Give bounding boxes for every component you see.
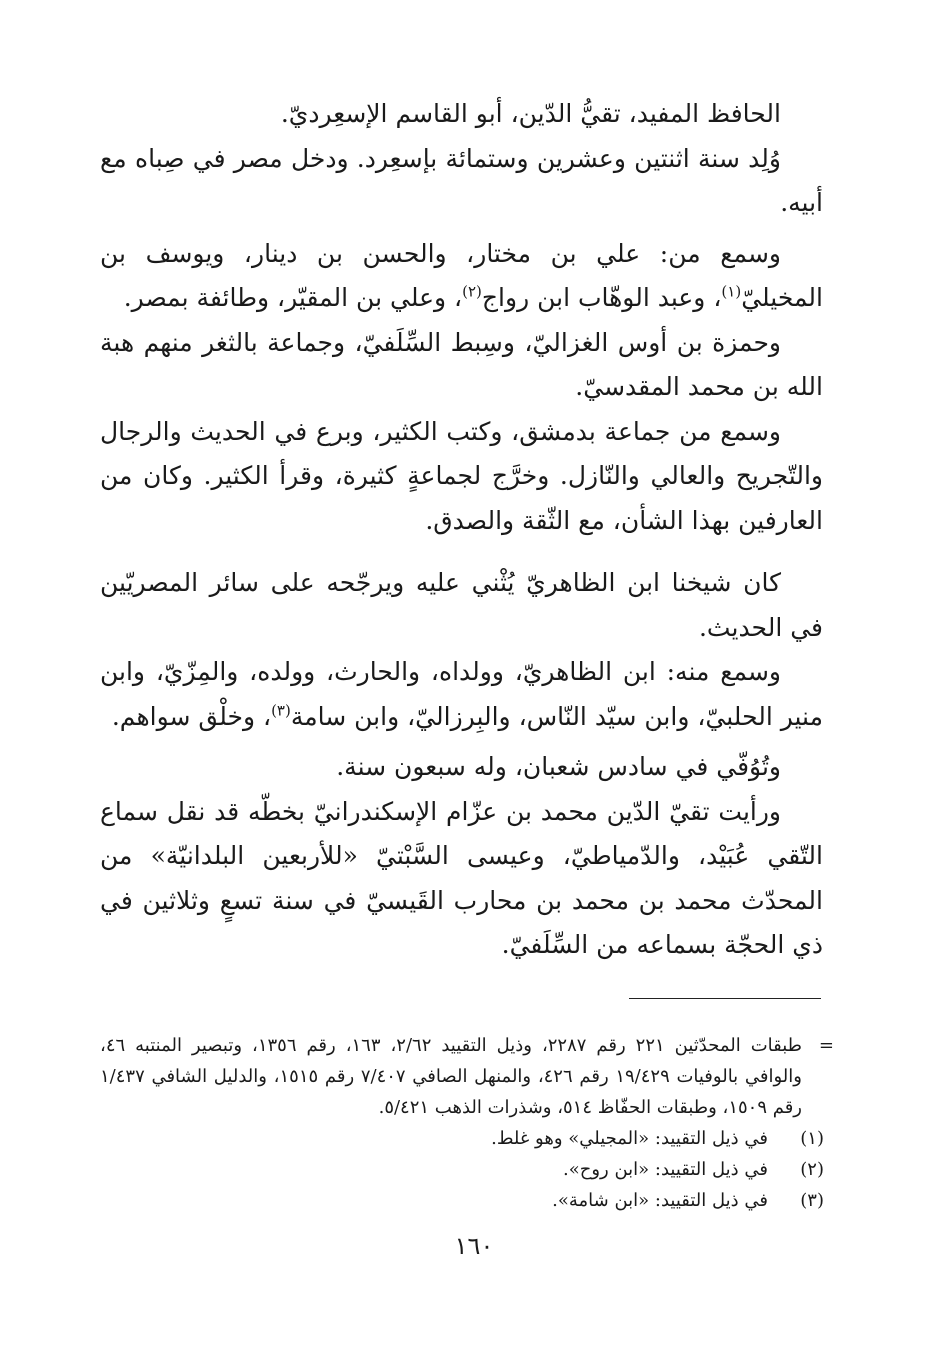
footnote-ref-2[interactable]: (٢) [462, 282, 482, 301]
continuation-mark: = [818, 1035, 834, 1056]
footnote-continued-text: طبقات المحدّثين ٢٢١ رقم ٢٢٨٧، وذيل التقييد ٢/٦٢، ١٦٣، رقم ١٣٥٦، وتبصير المنتبه ٤٦، والوافي بالوفيات ١٩/٤٢٩ رقم ٤٢٦، والمنهل الصافي ٧/٤٠٧ رقم ١٥١٥، والدليل الشافي ١/٤٣٧ رقم ١٥٠٩، وطبقات الحفّاظ ٥١٤، وشذرات الذهب ٥/٤٢١. [100, 1035, 802, 1118]
footnote-number: (٣) [800, 1190, 824, 1211]
footnote-ref-3[interactable]: (٣) [271, 701, 291, 720]
paragraph-teachers-egypt [100, 232, 823, 321]
footnote-number: (٢) [800, 1159, 824, 1180]
footnote-ref-1[interactable]: (١) [721, 282, 742, 301]
footnote-item-1 [100, 1123, 830, 1154]
paragraph-students [100, 650, 823, 739]
footnote-divider [629, 998, 821, 999]
paragraph-manuscript-note: ورأيت تقيّ الدّين محمد بن عزّام الإسكندرانيّ بخطّه قد نقل سماع التّقي عُبَيْد، والدّمياطيّ، وعيسى السَّبْتيّ «للأربعين البلدانيّة» من المحدّث محمد بن محمد بن محارب القَيسيّ في سنة تسعٍ وثلاثين في ذي الحجّة بسماعه من السِّلَفيّ. [100, 796, 823, 959]
footnote-number: (١) [800, 1128, 824, 1149]
paragraph-birth: وُلِد سنة اثنتين وعشرين وستمائة بإسعِرد. ودخل مصر في صِباه مع أبيه. [100, 143, 823, 217]
footnote-text: في ذيل التقييد: «المجيلي» وهو غلط. [491, 1128, 768, 1149]
text-segment: وسمع من: علي بن مختار، والحسن بن دينار، ويوسف بن المخيليّ [100, 238, 823, 312]
paragraph-death: وتُوُفّي في سادس شعبان، وله سبعون سنة. [336, 752, 781, 781]
text-segment: ، وخلْق سواهم. [111, 701, 272, 731]
footnote-text: في ذيل التقييد: «ابن شامة». [552, 1190, 768, 1211]
paragraph-title-line: الحافظ المفيد، تقيُّ الدّين، أبو القاسم الإسعِرديّ. [280, 99, 781, 128]
paragraph-teachers-thaghr: وحمزة بن أوس الغزاليّ، وسِبط السِّلَفيّ، وجماعة بالثغر منهم هبة الله بن محمد المقدسيّ. [100, 327, 823, 401]
paragraph-damascus: وسمع من جماعة بدمشق، وكتب الكثير، وبرع في الحديث والرجال والتّجريح والعالي والنّازل. وخرَّج لجماعةٍ كثيرة، وقرأ الكثير. وكان من العارفين بهذا الشأن، مع الثّقة والصدق. [100, 416, 823, 535]
main-text [100, 92, 823, 968]
footnote-item-3 [100, 1185, 830, 1216]
text-segment: وسمع منه: ابن الظاهريّ، وولداه، والحارث، وولده، والمِزّيّ، وابن منير الحلبيّ، وابن سيّد النّاس، والبِرزاليّ، وابن سامة [100, 657, 823, 731]
footnotes-section [100, 1030, 834, 1216]
page-number: ١٦٠ [454, 1232, 494, 1260]
text-segment: ، وعلي بن المقيّر، وطائفة بمصر. [123, 283, 463, 312]
footnote-text: في ذيل التقييد: «ابن روح». [562, 1159, 768, 1180]
text-segment: ، وعبد الوهّاب ابن رواج [481, 283, 722, 312]
footnote-item-2 [100, 1154, 830, 1185]
paragraph-praise: كان شيخنا ابن الظاهريّ يُثْني عليه ويرجّحه على سائر المصريّين في الحديث. [100, 568, 823, 642]
footnote-continued [100, 1030, 834, 1123]
